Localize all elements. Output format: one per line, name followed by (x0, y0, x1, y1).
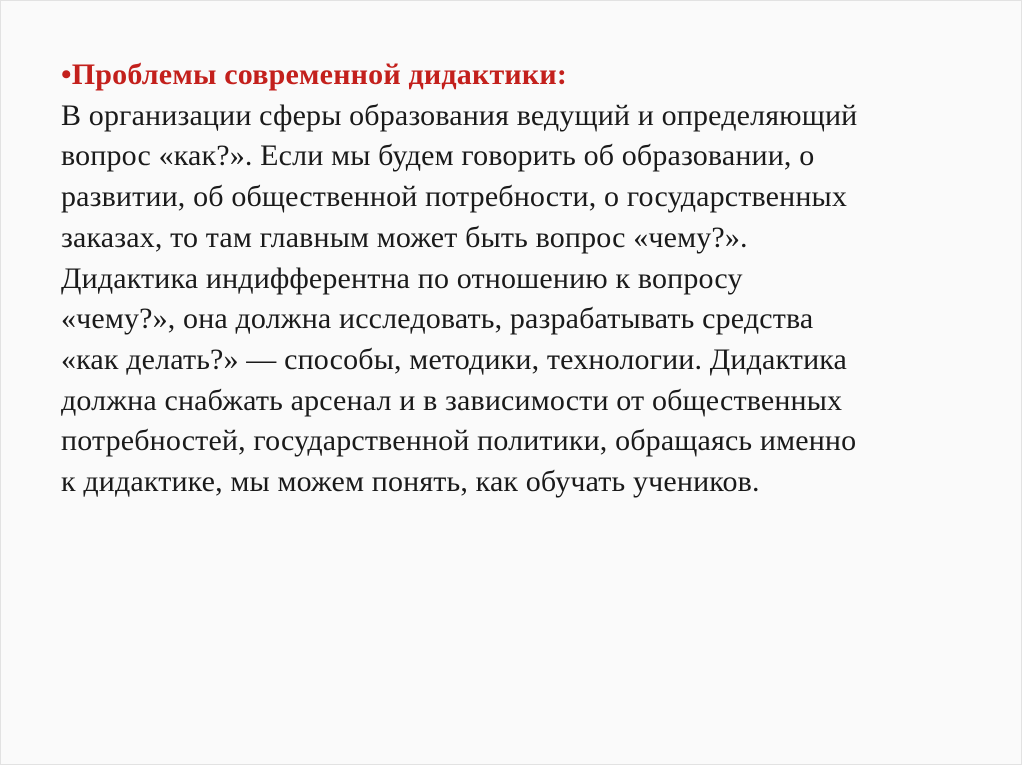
body-line: Дидактика индифферентна по отношению к вопросу (61, 261, 743, 295)
body-line: к дидактике, мы можем понять, как обучать учеников. (61, 465, 760, 499)
slide-content (61, 55, 991, 503)
body-line: развитии, об общественной потребности, о государственных (61, 180, 847, 214)
body-line: «чему?», она должна исследовать, разрабатывать средства (61, 302, 814, 336)
body-line: потребностей, государственной политики, обращаясь именно (61, 424, 857, 458)
body-line: вопрос «как?». Если мы будем говорить об образовании, о (61, 139, 815, 173)
body-line: «как делать?» — способы, методики, технологии. Дидактика (61, 342, 848, 376)
body-line: заказах, то там главным может быть вопрос «чему?». (61, 220, 748, 254)
slide-heading: •Проблемы современной дидактики: (61, 58, 568, 91)
body-line: должна снабжать арсенал и в зависимости от общественных (61, 383, 843, 417)
body-line: В организации сферы образования ведущий и определяющий (61, 98, 858, 132)
